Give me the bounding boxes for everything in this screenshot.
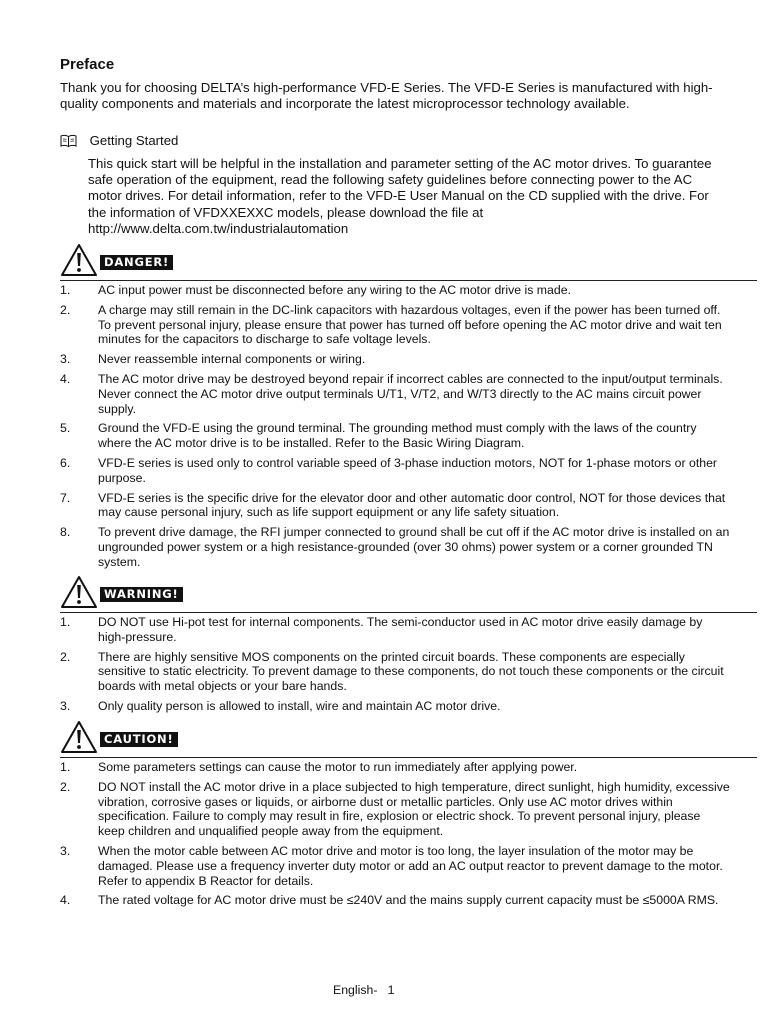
danger-badge: DANGER! (100, 255, 173, 270)
warning-triangle-icon (60, 575, 98, 609)
list-item: 2. There are highly sensitive MOS components on the printed circuit boards. These components are especially sensitive to static electricity. To prevent damage to these components, do not touch these components or the circuit boards with metal objects or your bare hands. (60, 649, 724, 694)
warning-badge: WARNING! (100, 587, 183, 602)
page-number: English- 1 (333, 983, 395, 997)
warning-triangle-icon (60, 720, 98, 754)
page-title: Preface (60, 56, 115, 73)
list-item: 3. Only quality person is allowed to install, wire and maintain AC motor drive. (60, 698, 501, 713)
getting-started-text: This quick start will be helpful in the installation and parameter setting of the AC motor drives. To guarantee safe operation of the equipment, read the following safety guidelines before connecting power to the AC motor drives. For detail information, refer to the VFD-E User Manual on the CD supplied with the drive. For the information of VFDXXEXXC models, please download the file at http://www.delta.com.tw/industrialautomation (88, 156, 712, 236)
list-item: 7. VFD-E series is the specific drive for the elevator door and other automatic door control, NOT for those devices that may cause personal injury, such as life support equipment or any life safety situation. (60, 490, 726, 520)
caution-list (60, 760, 730, 913)
warning-triangle-icon (60, 243, 98, 277)
warning-divider (60, 612, 757, 613)
intro-paragraph: Thank you for choosing DELTA’s high-performance VFD-E Series. The VFD-E Series is manufactured with high-quality components and materials and incorporate the latest microprocessor technology available. (60, 80, 713, 111)
list-item: 2. A charge may still remain in the DC-link capacitors with hazardous voltages, even if the power has been turned off. To prevent personal injury, please ensure that power has turned off before opening the AC motor drive and wait ten minutes for the capacitors to discharge to safe voltage levels. (60, 302, 722, 347)
list-item: 6. VFD-E series is used only to control variable speed of 3-phase induction motors, NOT for 1-phase motors or other purpose. (60, 455, 718, 485)
list-item: 5. Ground the VFD-E using the ground terminal. The grounding method must comply with the laws of the country where the AC motor drive is to be installed. Refer to the Basic Wiring Diagram. (60, 421, 697, 451)
list-item: 4. The rated voltage for AC motor drive must be ≤240V and the mains supply current capacity must be ≤5000A RMS. (60, 893, 719, 908)
list-item: 8. To prevent drive damage, the RFI jumper connected to ground shall be cut off if the AC motor drive is installed on an ungrounded power system or a high resistance-grounded (over 30 ohms) power system or a corner grounded TN system. (60, 525, 730, 569)
list-item: 1. AC input power must be disconnected before any wiring to the AC motor drive is made. (60, 283, 571, 297)
danger-header (60, 243, 756, 279)
getting-started-label: Getting Started (89, 133, 179, 148)
open-book-icon (60, 134, 77, 148)
list-item: 1. Some parameters settings can cause the motor to run immediately after applying power. (60, 760, 578, 774)
warning-list (60, 615, 730, 719)
caution-badge: CAUTION! (100, 732, 178, 747)
danger-list (60, 283, 730, 575)
caution-divider (60, 757, 757, 758)
danger-divider (60, 280, 757, 281)
getting-started-heading (60, 133, 178, 149)
list-item: 4. The AC motor drive may be destroyed beyond repair if incorrect cables are connected to the input/output terminals. Never connect the AC motor drive output terminals U/T1, V/T2, and W/T3 directly to the AC mains circuit power supply. (60, 371, 723, 416)
warning-header (60, 575, 756, 611)
caution-header (60, 720, 756, 756)
list-item: 1. DO NOT use Hi-pot test for internal components. The semi-conductor used in AC motor drive easily damage by high-pressure. (60, 615, 703, 644)
list-item: 3. When the motor cable between AC motor drive and motor is too long, the layer insulation of the motor may be damaged. Please use a frequency inverter duty motor or add an AC output reactor to prevent damage to the motor. Refer to appendix B Reactor for details. (60, 843, 723, 888)
list-item: 3. Never reassemble internal components or wiring. (60, 352, 366, 367)
list-item: 2. DO NOT install the AC motor drive in a place subjected to high temperature, direct sunlight, high humidity, excessive vibration, corrosive gases or liquids, or airborne dust or metallic particles. Only use AC motor drives within specification. Failure to comply may result in fire, explosion or electric shock. To prevent personal injury, please keep children and unqualified people away from the equipment. (60, 779, 730, 839)
